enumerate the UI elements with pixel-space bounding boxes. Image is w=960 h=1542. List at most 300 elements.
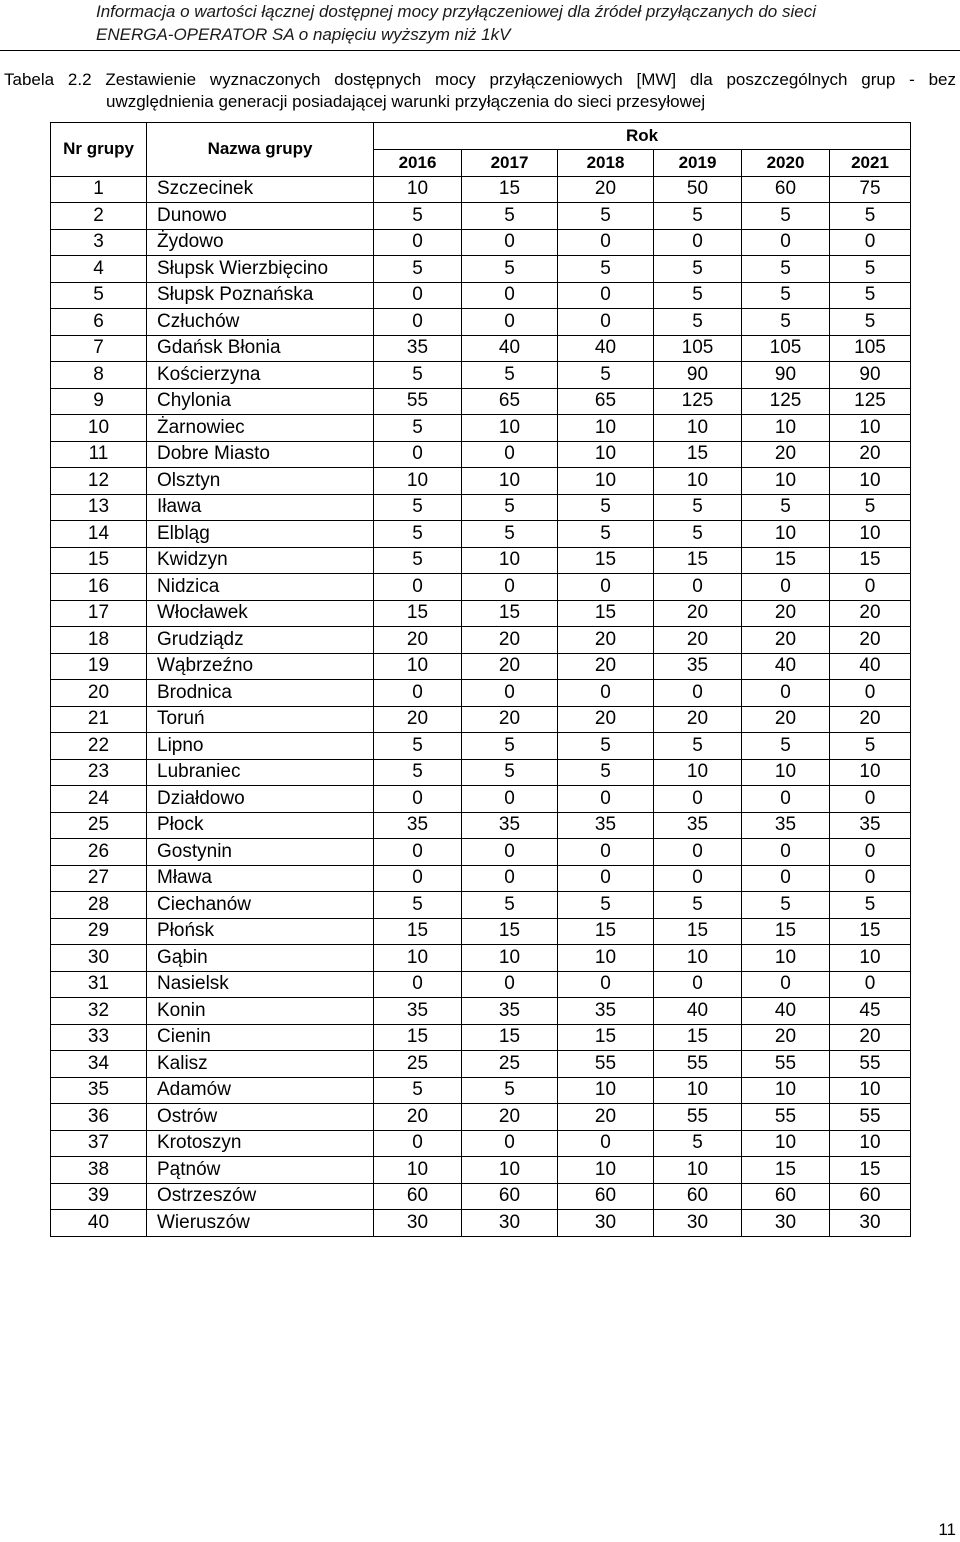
power-value: 15 — [462, 918, 558, 945]
table-row — [51, 998, 911, 1025]
power-value: 20 — [374, 1104, 462, 1131]
power-value: 35 — [558, 998, 654, 1025]
power-value: 20 — [462, 627, 558, 654]
table-row — [51, 1104, 911, 1131]
table-row — [51, 706, 911, 733]
power-value: 5 — [654, 521, 742, 548]
table-row — [51, 759, 911, 786]
group-number: 38 — [51, 1157, 147, 1184]
power-value: 10 — [558, 1077, 654, 1104]
power-value: 0 — [742, 229, 830, 256]
power-value: 5 — [830, 256, 911, 283]
power-value: 5 — [374, 892, 462, 919]
power-value: 20 — [374, 627, 462, 654]
power-value: 0 — [830, 839, 911, 866]
power-value: 35 — [558, 812, 654, 839]
group-number: 19 — [51, 653, 147, 680]
power-value: 90 — [742, 362, 830, 389]
power-value: 10 — [654, 1157, 742, 1184]
power-value: 10 — [830, 468, 911, 495]
power-value: 5 — [654, 733, 742, 760]
power-value: 15 — [558, 600, 654, 627]
power-table — [50, 122, 911, 1237]
power-value: 10 — [462, 468, 558, 495]
table-row — [51, 971, 911, 998]
power-value: 20 — [558, 1104, 654, 1131]
power-value: 5 — [654, 203, 742, 230]
group-number: 13 — [51, 494, 147, 521]
power-value: 5 — [742, 494, 830, 521]
table-row — [51, 918, 911, 945]
group-name: Gostynin — [147, 839, 374, 866]
power-value: 20 — [462, 1104, 558, 1131]
group-number: 15 — [51, 547, 147, 574]
power-value: 60 — [830, 1183, 911, 1210]
power-value: 0 — [462, 680, 558, 707]
power-value: 20 — [742, 627, 830, 654]
group-number: 35 — [51, 1077, 147, 1104]
power-value: 10 — [374, 176, 462, 203]
power-value: 0 — [462, 441, 558, 468]
power-value: 5 — [462, 203, 558, 230]
power-value: 0 — [558, 229, 654, 256]
group-number: 5 — [51, 282, 147, 309]
power-value: 15 — [654, 918, 742, 945]
power-value: 55 — [830, 1051, 911, 1078]
power-value: 5 — [462, 521, 558, 548]
power-value: 30 — [462, 1210, 558, 1237]
power-value: 15 — [742, 547, 830, 574]
power-value: 5 — [558, 733, 654, 760]
power-value: 5 — [462, 362, 558, 389]
power-value: 60 — [374, 1183, 462, 1210]
power-value: 20 — [654, 627, 742, 654]
table-row — [51, 574, 911, 601]
power-value: 125 — [742, 388, 830, 415]
power-value: 0 — [654, 574, 742, 601]
power-value: 60 — [558, 1183, 654, 1210]
power-value: 90 — [654, 362, 742, 389]
power-value: 5 — [558, 494, 654, 521]
power-value: 20 — [462, 706, 558, 733]
power-value: 0 — [654, 786, 742, 813]
group-name: Szczecinek — [147, 176, 374, 203]
power-value: 15 — [374, 600, 462, 627]
power-value: 10 — [374, 945, 462, 972]
table-caption — [4, 69, 956, 113]
power-value: 5 — [462, 892, 558, 919]
power-value: 10 — [654, 759, 742, 786]
power-value: 55 — [654, 1051, 742, 1078]
power-value: 5 — [374, 521, 462, 548]
power-value: 0 — [558, 680, 654, 707]
power-value: 5 — [374, 1077, 462, 1104]
power-value: 30 — [558, 1210, 654, 1237]
power-value: 20 — [830, 600, 911, 627]
power-value: 0 — [374, 680, 462, 707]
power-value: 10 — [654, 468, 742, 495]
table-row — [51, 812, 911, 839]
group-number: 2 — [51, 203, 147, 230]
power-value: 10 — [830, 759, 911, 786]
power-value: 0 — [374, 839, 462, 866]
table-row — [51, 1130, 911, 1157]
power-value: 20 — [374, 706, 462, 733]
power-value: 0 — [830, 574, 911, 601]
table-row — [51, 627, 911, 654]
power-value: 40 — [742, 998, 830, 1025]
power-value: 5 — [654, 309, 742, 336]
power-value: 0 — [830, 786, 911, 813]
power-value: 15 — [654, 441, 742, 468]
power-value: 20 — [742, 706, 830, 733]
group-name: Kwidzyn — [147, 547, 374, 574]
power-value: 0 — [742, 786, 830, 813]
power-value: 0 — [742, 839, 830, 866]
power-value: 5 — [654, 282, 742, 309]
table-row — [51, 945, 911, 972]
power-value: 5 — [830, 494, 911, 521]
caption-line-2: uwzględnienia generacji posiadającej warunki przyłączenia do sieci przesyłowej — [106, 92, 706, 111]
power-value: 35 — [374, 998, 462, 1025]
power-value: 35 — [374, 812, 462, 839]
power-value: 5 — [462, 494, 558, 521]
power-value: 10 — [462, 415, 558, 442]
table-row — [51, 1157, 911, 1184]
group-name: Elbląg — [147, 521, 374, 548]
group-number: 34 — [51, 1051, 147, 1078]
power-value: 20 — [830, 1024, 911, 1051]
power-value: 0 — [374, 971, 462, 998]
power-value: 5 — [742, 309, 830, 336]
power-value: 35 — [654, 653, 742, 680]
group-name: Ostrzeszów — [147, 1183, 374, 1210]
group-number: 23 — [51, 759, 147, 786]
power-value: 105 — [742, 335, 830, 362]
table-row — [51, 680, 911, 707]
power-value: 5 — [830, 309, 911, 336]
power-value: 10 — [742, 521, 830, 548]
group-name: Ciechanów — [147, 892, 374, 919]
group-name: Grudziądz — [147, 627, 374, 654]
power-value: 5 — [830, 733, 911, 760]
power-value: 15 — [830, 918, 911, 945]
table-row — [51, 547, 911, 574]
power-value: 0 — [462, 229, 558, 256]
power-value: 5 — [374, 759, 462, 786]
power-value: 60 — [742, 1183, 830, 1210]
group-name: Cienin — [147, 1024, 374, 1051]
column-header-rok: Rok — [374, 123, 911, 150]
power-value: 0 — [374, 282, 462, 309]
group-name: Iława — [147, 494, 374, 521]
power-value: 0 — [830, 229, 911, 256]
group-number: 12 — [51, 468, 147, 495]
table-row — [51, 786, 911, 813]
group-number: 17 — [51, 600, 147, 627]
power-value: 5 — [374, 494, 462, 521]
group-number: 33 — [51, 1024, 147, 1051]
power-value: 5 — [830, 892, 911, 919]
power-value: 5 — [558, 256, 654, 283]
power-value: 10 — [558, 441, 654, 468]
table-row — [51, 653, 911, 680]
power-value: 65 — [558, 388, 654, 415]
group-name: Dunowo — [147, 203, 374, 230]
column-header-nr: Nr grupy — [51, 123, 147, 177]
group-name: Płońsk — [147, 918, 374, 945]
power-value: 0 — [654, 971, 742, 998]
power-value: 5 — [558, 521, 654, 548]
power-value: 5 — [654, 256, 742, 283]
group-number: 32 — [51, 998, 147, 1025]
power-value: 10 — [830, 1077, 911, 1104]
table-row — [51, 335, 911, 362]
group-number: 36 — [51, 1104, 147, 1131]
power-value: 5 — [830, 203, 911, 230]
power-value: 15 — [654, 1024, 742, 1051]
group-name: Płock — [147, 812, 374, 839]
power-value: 20 — [742, 1024, 830, 1051]
group-number: 28 — [51, 892, 147, 919]
group-number: 30 — [51, 945, 147, 972]
group-number: 1 — [51, 176, 147, 203]
power-value: 0 — [654, 865, 742, 892]
power-value: 15 — [742, 1157, 830, 1184]
group-number: 14 — [51, 521, 147, 548]
table-row — [51, 176, 911, 203]
power-value: 20 — [558, 176, 654, 203]
table-row — [51, 282, 911, 309]
group-number: 20 — [51, 680, 147, 707]
power-value: 0 — [830, 865, 911, 892]
power-value: 10 — [654, 1077, 742, 1104]
power-value: 15 — [462, 176, 558, 203]
group-number: 25 — [51, 812, 147, 839]
power-value: 0 — [374, 786, 462, 813]
power-value: 0 — [374, 309, 462, 336]
caption-line-1: Tabela 2.2 Zestawienie wyznaczonych dostępnych mocy przyłączeniowych [MW] dla poszczególnych grup - bez — [4, 70, 956, 89]
group-number: 16 — [51, 574, 147, 601]
power-value: 10 — [830, 521, 911, 548]
table-row — [51, 521, 911, 548]
group-number: 9 — [51, 388, 147, 415]
group-name: Lubraniec — [147, 759, 374, 786]
power-value: 0 — [558, 865, 654, 892]
group-name: Chylonia — [147, 388, 374, 415]
power-value: 5 — [374, 203, 462, 230]
power-value: 15 — [830, 547, 911, 574]
power-value: 10 — [742, 415, 830, 442]
power-value: 0 — [558, 786, 654, 813]
power-value: 25 — [462, 1051, 558, 1078]
power-value: 20 — [558, 706, 654, 733]
group-name: Krotoszyn — [147, 1130, 374, 1157]
power-value: 35 — [462, 812, 558, 839]
power-value: 40 — [462, 335, 558, 362]
group-number: 4 — [51, 256, 147, 283]
power-value: 55 — [374, 388, 462, 415]
power-value: 10 — [462, 1157, 558, 1184]
power-value: 5 — [558, 892, 654, 919]
power-value: 15 — [558, 547, 654, 574]
power-value: 55 — [654, 1104, 742, 1131]
power-value: 20 — [742, 600, 830, 627]
power-value: 5 — [462, 256, 558, 283]
group-number: 40 — [51, 1210, 147, 1237]
year-header: 2019 — [654, 149, 742, 176]
group-name: Gąbin — [147, 945, 374, 972]
power-value: 10 — [558, 945, 654, 972]
power-value: 0 — [462, 309, 558, 336]
power-value: 90 — [830, 362, 911, 389]
power-value: 0 — [374, 1130, 462, 1157]
power-value: 20 — [558, 653, 654, 680]
table-row — [51, 494, 911, 521]
power-value: 20 — [830, 706, 911, 733]
table-row — [51, 256, 911, 283]
power-value: 0 — [462, 282, 558, 309]
group-name: Nasielsk — [147, 971, 374, 998]
power-value: 30 — [374, 1210, 462, 1237]
power-value: 20 — [558, 627, 654, 654]
table-row — [51, 415, 911, 442]
power-value: 5 — [462, 733, 558, 760]
power-value: 0 — [558, 282, 654, 309]
power-value: 15 — [374, 1024, 462, 1051]
power-value: 5 — [374, 547, 462, 574]
power-value: 0 — [558, 574, 654, 601]
group-name: Wieruszów — [147, 1210, 374, 1237]
power-value: 10 — [830, 945, 911, 972]
power-value: 0 — [654, 229, 742, 256]
power-value: 25 — [374, 1051, 462, 1078]
power-value: 5 — [742, 256, 830, 283]
group-number: 29 — [51, 918, 147, 945]
power-value: 60 — [654, 1183, 742, 1210]
group-number: 22 — [51, 733, 147, 760]
table-row — [51, 388, 911, 415]
power-value: 5 — [742, 282, 830, 309]
power-value: 10 — [558, 468, 654, 495]
group-number: 10 — [51, 415, 147, 442]
group-name: Żarnowiec — [147, 415, 374, 442]
power-value: 5 — [742, 733, 830, 760]
group-number: 26 — [51, 839, 147, 866]
power-value: 5 — [742, 892, 830, 919]
table-row — [51, 468, 911, 495]
power-value: 15 — [462, 1024, 558, 1051]
power-value: 5 — [742, 203, 830, 230]
power-value: 5 — [654, 1130, 742, 1157]
group-name: Człuchów — [147, 309, 374, 336]
power-value: 60 — [462, 1183, 558, 1210]
power-value: 15 — [654, 547, 742, 574]
header-line-1: Informacja o wartości łącznej dostępnej mocy przyłączeniowej dla źródeł przyłączanych do sieci — [96, 2, 816, 21]
group-name: Działdowo — [147, 786, 374, 813]
table-row — [51, 1210, 911, 1237]
group-name: Mława — [147, 865, 374, 892]
power-value: 20 — [742, 441, 830, 468]
power-value: 0 — [830, 680, 911, 707]
power-value: 10 — [742, 1077, 830, 1104]
group-number: 8 — [51, 362, 147, 389]
power-value: 75 — [830, 176, 911, 203]
power-value: 30 — [654, 1210, 742, 1237]
power-value: 0 — [830, 971, 911, 998]
power-value: 35 — [654, 812, 742, 839]
group-name: Nidzica — [147, 574, 374, 601]
table-row — [51, 203, 911, 230]
power-value: 55 — [558, 1051, 654, 1078]
power-value: 15 — [462, 600, 558, 627]
power-value: 10 — [654, 415, 742, 442]
power-value: 0 — [558, 971, 654, 998]
power-value: 0 — [462, 786, 558, 813]
group-name: Słupsk Poznańska — [147, 282, 374, 309]
power-value: 5 — [558, 759, 654, 786]
power-value: 10 — [374, 468, 462, 495]
power-value: 40 — [558, 335, 654, 362]
table-row — [51, 733, 911, 760]
group-name: Pątnów — [147, 1157, 374, 1184]
group-number: 11 — [51, 441, 147, 468]
power-value: 0 — [654, 680, 742, 707]
power-value: 5 — [654, 892, 742, 919]
power-value: 10 — [558, 1157, 654, 1184]
power-value: 55 — [742, 1051, 830, 1078]
power-value: 15 — [558, 1024, 654, 1051]
power-value: 60 — [742, 176, 830, 203]
power-value: 5 — [558, 362, 654, 389]
group-number: 24 — [51, 786, 147, 813]
table-row — [51, 839, 911, 866]
group-name: Kalisz — [147, 1051, 374, 1078]
group-number: 3 — [51, 229, 147, 256]
year-header: 2017 — [462, 149, 558, 176]
power-value: 20 — [462, 653, 558, 680]
power-value: 55 — [830, 1104, 911, 1131]
year-header: 2018 — [558, 149, 654, 176]
power-value: 5 — [374, 415, 462, 442]
power-value: 20 — [654, 600, 742, 627]
power-value: 5 — [374, 256, 462, 283]
power-value: 0 — [374, 441, 462, 468]
group-number: 7 — [51, 335, 147, 362]
table-row — [51, 1077, 911, 1104]
group-number: 6 — [51, 309, 147, 336]
power-value: 10 — [374, 1157, 462, 1184]
power-value: 105 — [830, 335, 911, 362]
power-value: 0 — [558, 839, 654, 866]
table-row — [51, 229, 911, 256]
power-value: 10 — [742, 468, 830, 495]
power-value: 5 — [558, 203, 654, 230]
power-value: 5 — [374, 362, 462, 389]
power-value: 65 — [462, 388, 558, 415]
table-row — [51, 892, 911, 919]
power-value: 10 — [558, 415, 654, 442]
group-name: Włocławek — [147, 600, 374, 627]
group-name: Żydowo — [147, 229, 374, 256]
power-value: 10 — [830, 1130, 911, 1157]
group-number: 18 — [51, 627, 147, 654]
table-row — [51, 1183, 911, 1210]
power-value: 20 — [830, 441, 911, 468]
page-header — [0, 0, 960, 51]
power-value: 40 — [830, 653, 911, 680]
power-value: 0 — [374, 229, 462, 256]
